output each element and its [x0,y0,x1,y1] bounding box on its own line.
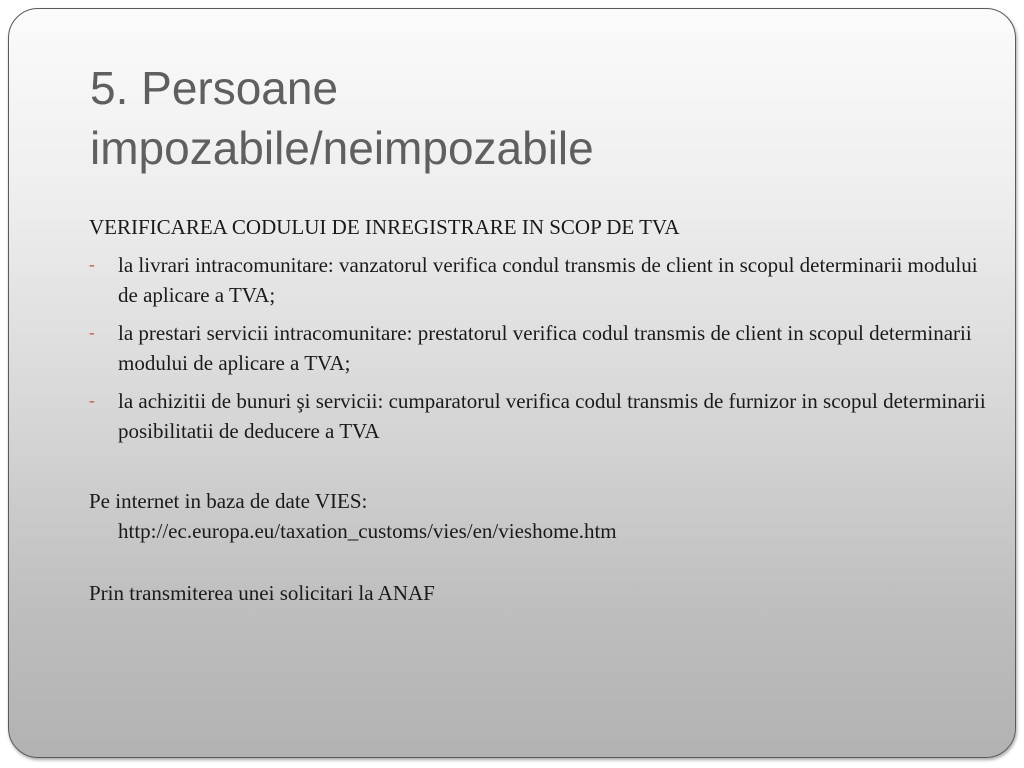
anaf-paragraph: Prin transmiterea unei solicitari la ANAF [89,581,435,605]
vies-text: Pe internet in baza de date VIES: [89,489,368,513]
dash-bullet-icon: - [89,255,95,274]
spacer [89,454,989,486]
slide-title-line-1: 5. Persoane [90,62,339,114]
slide-title [90,59,970,179]
spacer [89,546,989,578]
bullet-text: la livrari intracomunitare: vanzatorul verifica condul transmis de client in scopul determinarii modului de aplicare a TVA; [118,253,978,307]
slide-frame [8,8,1016,758]
bullet-text: la achizitii de bunuri şi servicii: cumparatorul verifica codul transmis de furnizor in scopul determinarii posibilitatii de deducere a TVA [118,389,986,443]
section-heading: VERIFICAREA CODULUI DE INREGISTRARE IN SCOP DE TVA [89,215,680,239]
dash-bullet-icon: - [89,323,95,342]
vies-url: http://ec.europa.eu/taxation_customs/vies/en/vieshome.htm [118,519,617,543]
bullet-item [89,386,989,446]
vies-paragraph [89,486,989,546]
bullet-text: la prestari servicii intracomunitare: prestatorul verifica codul transmis de client in scopul determinarii modului de aplicare a TVA; [118,321,972,375]
slide-body [89,212,989,608]
dash-bullet-icon: - [89,391,95,410]
slide-title-line-2: impozabile/neimpozabile [90,121,594,174]
bullet-item [89,250,989,310]
bullet-item [89,318,989,378]
